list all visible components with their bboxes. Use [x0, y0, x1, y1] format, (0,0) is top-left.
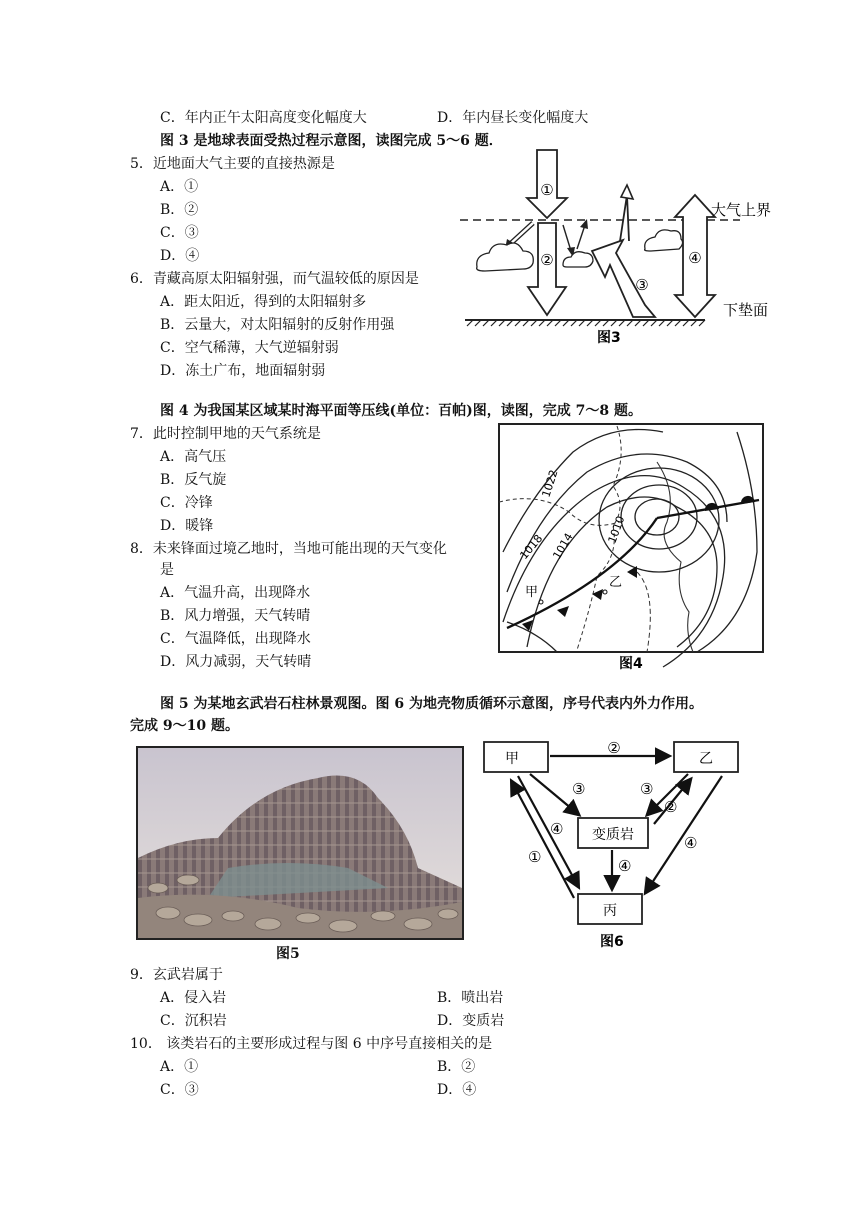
q6-option-b: B．云量大，对太阳辐射的反射作用强 [160, 317, 395, 333]
q9-option-a: A．侵入岩 [160, 990, 227, 1006]
figure-4-isobar-map [497, 422, 767, 677]
fig3-label-3: ③ [635, 276, 649, 294]
q8-stem: 8．未来锋面过境乙地时，当地可能出现的天气变化 [130, 541, 447, 557]
fig3-label-1: ① [540, 181, 554, 199]
figure-5-basalt-photo [136, 746, 464, 940]
q10-option-b: B．② [437, 1059, 476, 1075]
q5-option-b: B．② [160, 202, 199, 218]
fig6-label-jia: 甲 [505, 751, 519, 767]
intro-fig56-line1: 图 5 为某地玄武岩石柱林景观图。图 6 为地壳物质循环示意图，序号代表内外力作用。 [160, 696, 703, 712]
q7-option-b: B．反气旋 [160, 472, 227, 488]
q6-option-c: C．空气稀薄，大气逆辐射弱 [160, 340, 339, 356]
fig4-isobar-1014: 1014 [550, 530, 576, 562]
fig4-label-jia: 甲 [525, 585, 539, 600]
fig6-num-4-right: ④ [684, 834, 698, 852]
q7-option-a: A．高气压 [160, 449, 227, 465]
fig4-label-yi: 乙 [609, 575, 623, 590]
fig6-num-2-right: ② [664, 798, 678, 816]
fig6-num-4-left: ④ [550, 820, 564, 838]
fig3-bottom-label: 下垫面 [723, 301, 769, 319]
q8-option-b: B．风力增强，天气转晴 [160, 608, 311, 624]
q7-stem: 7．此时控制甲地的天气系统是 [130, 426, 321, 442]
fig6-num-3-right: ③ [640, 780, 654, 798]
figure-3-heating-diagram [455, 145, 795, 350]
q10-stem: 10． 该类岩石的主要形成过程与图 6 中序号直接相关的是 [130, 1036, 493, 1052]
q6-stem: 6．青藏高原太阳辐射强，而气温较低的原因是 [130, 271, 419, 287]
q5-option-d: D．④ [160, 248, 200, 264]
intro-fig56-line2: 完成 9～10 题。 [130, 718, 239, 734]
q8-option-d: D．风力减弱，天气转晴 [160, 654, 312, 670]
intro-fig4: 图 4 为我国某区域某时海平面等压线(单位：百帕)图，读图，完成 7～8 题。 [160, 403, 642, 419]
q7-option-c: C．冷锋 [160, 495, 213, 511]
intro-fig3: 图 3 是地球表面受热过程示意图，读图完成 5～6 题． [160, 133, 503, 149]
q9-option-b: B．喷出岩 [437, 990, 504, 1006]
fig3-top-label: 大气上界 [711, 201, 772, 219]
fig6-label-bing: 丙 [603, 903, 617, 919]
fig6-num-2-top: ② [607, 739, 621, 757]
q5-stem: 5．近地面大气主要的直接热源是 [130, 156, 335, 172]
q9-stem: 9．玄武岩属于 [130, 967, 223, 983]
fig5-caption: 图5 [276, 946, 300, 962]
q8-stem-continued: 是 [160, 562, 174, 578]
fig3-label-4: ④ [688, 249, 702, 267]
fig3-caption: 图3 [597, 330, 621, 346]
fig6-num-3-left: ③ [572, 780, 586, 798]
fig6-caption: 图6 [600, 934, 624, 950]
q6-option-d: D．冻土广布，地面辐射弱 [160, 363, 326, 379]
fig4-isobar-1018: 1018 [517, 532, 546, 562]
q9-option-d: D．变质岩 [437, 1013, 505, 1029]
option-c-prev: C．年内正午太阳高度变化幅度大 [160, 110, 367, 126]
q8-option-a: A．气温升高，出现降水 [160, 585, 311, 601]
fig3-label-2: ② [540, 251, 554, 269]
q10-option-c: C．③ [160, 1082, 199, 1098]
figure-6-rock-cycle [478, 736, 768, 956]
q9-option-c: C．沉积岩 [160, 1013, 227, 1029]
fig6-label-yi: 乙 [699, 751, 713, 767]
fig4-isobar-1010: 1010 [605, 514, 628, 546]
option-d-prev: D．年内昼长变化幅度大 [437, 110, 589, 126]
q6-option-a: A．距太阳近，得到的太阳辐射多 [160, 294, 367, 310]
q5-option-c: C．③ [160, 225, 199, 241]
fig6-num-1-left: ① [528, 848, 542, 866]
q10-option-a: A．① [160, 1059, 199, 1075]
fig4-isobar-1022: 1022 [539, 468, 561, 499]
fig6-num-4-center: ④ [618, 857, 632, 875]
q8-option-c: C．气温降低，出现降水 [160, 631, 311, 647]
q7-option-d: D．暖锋 [160, 518, 214, 534]
fig4-caption: 图4 [619, 656, 643, 672]
q10-option-d: D．④ [437, 1082, 477, 1098]
fig6-label-bianzhi: 变质岩 [592, 827, 634, 843]
q5-option-a: A．① [160, 179, 199, 195]
